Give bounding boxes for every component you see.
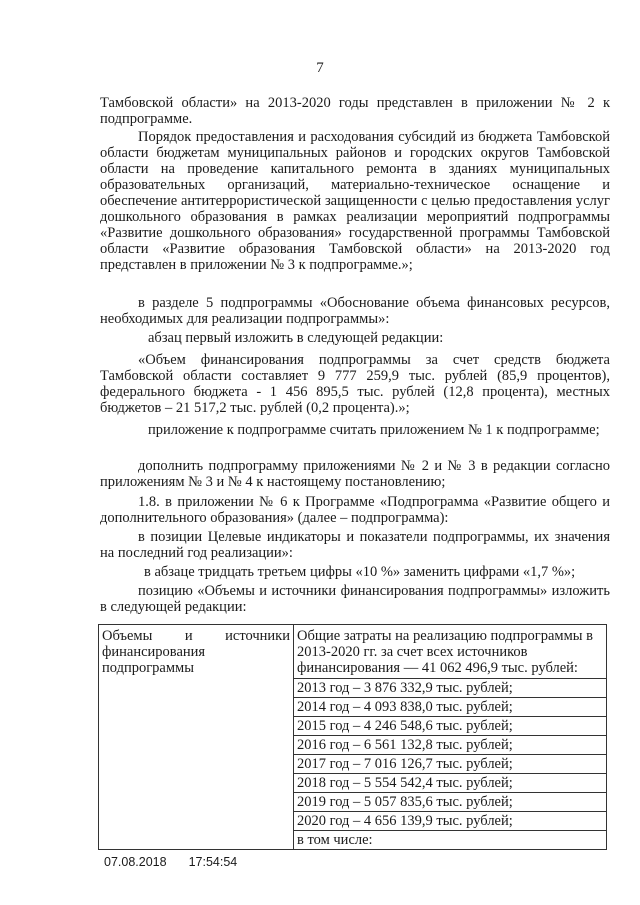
left-line-2: финансирования	[102, 644, 206, 660]
paragraph-1: Тамбовской области» на 2013-2020 годы представлен в приложении № 2 к подпрограмме.	[100, 95, 610, 127]
table-right-cell	[294, 625, 607, 850]
right-intro: Общие затраты на реализацию подпрограммы в 2013-2020 гг. за счет всех источников финансирования — 41 062 496,9 тыс. рублей:	[297, 628, 593, 676]
financing-table	[98, 624, 607, 850]
table-row: в том числе:	[294, 830, 606, 849]
table-row: 2013 год – 3 876 332,9 тыс. рублей;	[294, 678, 606, 697]
table-row: 2016 год – 6 561 132,8 тыс. рублей;	[294, 735, 606, 754]
left-word-2: и	[184, 628, 193, 644]
table-row: 2020 год – 4 656 139,9 тыс. рублей;	[294, 811, 606, 830]
table-row: 2015 год – 4 246 548,6 тыс. рублей;	[294, 716, 606, 735]
footer-date: 07.08.2018	[104, 855, 167, 869]
left-word-3: источники	[225, 628, 290, 644]
paragraph-4: абзац первый изложить в следующей редакции:	[148, 330, 444, 346]
table-row: 2017 год – 7 016 126,7 тыс. рублей;	[294, 754, 606, 773]
paragraph-5: «Объем финансирования подпрограммы за счет средств бюджета Тамбовской области составляет 9 777 259,9 тыс. рублей (85,9 процентов), федерального бюджета - 1 456 895,5 тыс. рублей (12,8 процента), местных бюджетов – 21 517,2 тыс. рублей (0,2 процента).»;	[100, 352, 610, 416]
paragraph-8: 1.8. в приложении № 6 к Программе «Подпрограмма «Развитие общего и дополнительного образования» (далее – подпрограмма):	[100, 494, 610, 526]
table-row: 2018 год – 5 554 542,4 тыс. рублей;	[294, 773, 606, 792]
paragraph-9: в позиции Целевые индикаторы и показатели подпрограммы, их значения на последний год реализации»:	[100, 529, 610, 561]
paragraph-2: Порядок предоставления и расходования субсидий из бюджета Тамбовской области бюджетам муниципальных районов и городских округов Тамбовской области на проведение капитального ремонта в зданиях муниципальных образовательных организаций, материально-техническое оснащение и обеспечение антитеррористической защищенности с целью предоставления услуг дошкольного образования в рамках реализации мероприятий подпрограммы «Развитие дошкольного образования» государственной программы Тамбовской области «Развитие образования Тамбовской области» на 2013-2020 год представлен в приложении № 3 к подпрограмме.»;	[100, 129, 610, 273]
table-left-cell	[99, 625, 294, 850]
paragraph-7: дополнить подпрограмму приложениями № 2 и № 3 в редакции согласно приложениям № 3 и № 4 к настоящему постановлению;	[100, 458, 610, 490]
left-line-3: подпрограммы	[102, 660, 194, 676]
paragraph-10: в абзаце тридцать третьем цифры «10 %» заменить цифрами «1,7 %»;	[144, 564, 576, 580]
print-timestamp	[104, 855, 237, 869]
left-word-1: Объемы	[102, 628, 153, 644]
paragraph-3: в разделе 5 подпрограммы «Обоснование объема финансовых ресурсов, необходимых для реализации подпрограммы»:	[100, 295, 610, 327]
paragraph-6: приложение к подпрограмме считать приложением № 1 к подпрограмме;	[148, 422, 600, 438]
footer-time: 17:54:54	[188, 855, 238, 869]
paragraph-11: позицию «Объемы и источники финансирования подпрограммы» изложить в следующей редакции:	[100, 583, 610, 615]
table-row: 2014 год – 4 093 838,0 тыс. рублей;	[294, 697, 606, 716]
page-number: 7	[316, 60, 324, 76]
table-row: 2019 год – 5 057 835,6 тыс. рублей;	[294, 792, 606, 811]
